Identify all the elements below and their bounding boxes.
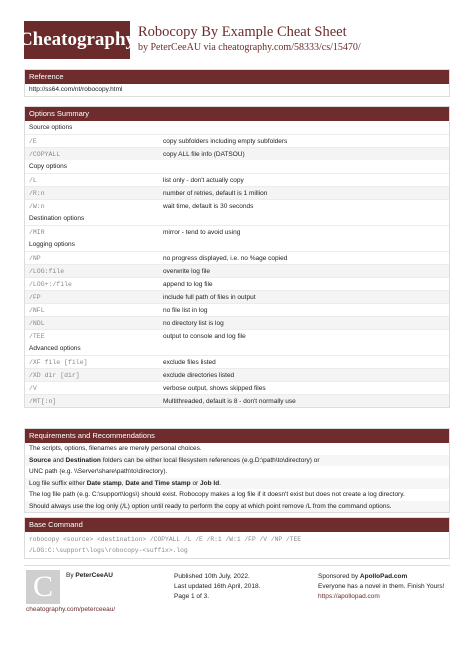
option-row bbox=[25, 316, 449, 329]
option-row bbox=[25, 290, 449, 303]
reference-link[interactable]: http://ss64.com/nt/robocopy.html bbox=[29, 86, 123, 93]
option-row bbox=[25, 355, 449, 368]
req-text: folders can be either local filesystem references (e.g.D:\path\to\directory) or bbox=[100, 456, 320, 464]
req-line bbox=[25, 478, 449, 490]
options-subheading: Destination options bbox=[29, 215, 85, 222]
options-subheading: Logging options bbox=[29, 241, 75, 248]
option-row bbox=[25, 134, 449, 147]
option-description: no directory list is log bbox=[163, 320, 224, 327]
option-description: append to log file bbox=[163, 281, 213, 288]
option-description: Multithreaded, default is 8 - don't normally use bbox=[163, 398, 296, 405]
sponsor-text: Everyone has a novel in them. Finish Yours! bbox=[318, 583, 445, 590]
footer-by-prefix: By bbox=[66, 572, 76, 579]
option-row bbox=[25, 368, 449, 381]
options-subheading: Copy options bbox=[29, 163, 67, 170]
option-switch: /V bbox=[29, 385, 37, 392]
req-text: , bbox=[121, 479, 126, 487]
req-bold: Date stamp bbox=[86, 479, 122, 487]
footer-sponsor bbox=[318, 572, 448, 602]
updated-date: Last updated 16th April, 2018. bbox=[174, 583, 261, 590]
page-title: Robocopy By Example Cheat Sheet bbox=[138, 24, 347, 40]
footer-divider bbox=[24, 565, 450, 566]
option-switch: /NP bbox=[29, 255, 41, 262]
option-switch: /W:n bbox=[29, 203, 45, 210]
options-section bbox=[24, 106, 450, 408]
req-bold: Job Id bbox=[200, 479, 220, 487]
option-switch: /NDL bbox=[29, 320, 45, 327]
option-row bbox=[25, 251, 449, 264]
option-row bbox=[25, 173, 449, 186]
options-subheading: Source options bbox=[29, 124, 73, 131]
option-description: mirror - tend to avoid using bbox=[163, 229, 241, 236]
req-bold: Destination bbox=[65, 456, 101, 464]
req-line: The scripts, options, filenames are merely personal choices. bbox=[29, 445, 202, 452]
base-command-heading: Base Command bbox=[25, 518, 449, 532]
byline-via: via bbox=[201, 42, 219, 53]
option-switch: /R:n bbox=[29, 190, 45, 197]
sponsor-name[interactable]: ApolloPad.com bbox=[359, 573, 408, 580]
base-command-section bbox=[24, 517, 450, 559]
req-line: UNC path (e.g. \\Server\share\path\to\directory). bbox=[29, 468, 168, 475]
option-row bbox=[25, 277, 449, 290]
option-row bbox=[25, 199, 449, 212]
option-description: exclude files listed bbox=[163, 359, 216, 366]
option-row bbox=[25, 225, 449, 238]
footer-publish-info bbox=[174, 572, 260, 602]
author-link[interactable]: PeterCeeAU bbox=[150, 42, 202, 53]
option-description: copy ALL file info (DATSOU) bbox=[163, 151, 245, 158]
command-line: robocopy <source> <destination> /COPYALL /L /E /R:1 /W:1 /FP /V /NP /TEE bbox=[29, 536, 302, 543]
option-row bbox=[25, 264, 449, 277]
req-line: Should always use the log only (/L) option until ready to perform the copy at which point remove /L from the command options. bbox=[25, 501, 449, 513]
option-description: number of retries, default is 1 million bbox=[163, 190, 268, 197]
footer-author-name[interactable]: PeterCeeAU bbox=[75, 572, 113, 579]
option-switch: /FP bbox=[29, 294, 41, 301]
requirements-body bbox=[25, 443, 449, 512]
requirements-heading: Requirements and Recommendations bbox=[25, 429, 449, 443]
option-switch: /XD dir [dir] bbox=[29, 372, 80, 379]
option-description: no progress displayed, i.e. no %age copied bbox=[163, 255, 288, 262]
footer-author bbox=[66, 572, 113, 579]
sheet-url-link[interactable]: cheatography.com/58333/cs/15470/ bbox=[218, 42, 361, 53]
published-date: Published 10th July, 2022. bbox=[174, 573, 250, 580]
option-row bbox=[25, 147, 449, 160]
avatar-letter: C bbox=[32, 570, 53, 603]
req-text: . bbox=[219, 479, 221, 487]
option-switch: /E bbox=[29, 138, 37, 145]
option-description: no file list in log bbox=[163, 307, 208, 314]
req-line bbox=[25, 455, 449, 467]
cheatography-logo[interactable]: Cheatography bbox=[24, 21, 130, 59]
base-command-code bbox=[25, 532, 449, 558]
option-description: wait time, default is 30 seconds bbox=[163, 203, 254, 210]
option-description: output to console and log file bbox=[163, 333, 246, 340]
sponsor-prefix: Sponsored by bbox=[318, 573, 360, 580]
req-text: and bbox=[51, 456, 66, 464]
option-description: include full path of files in output bbox=[163, 294, 256, 301]
sponsor-url[interactable]: https://apollopad.com bbox=[318, 593, 380, 600]
option-row bbox=[25, 394, 449, 407]
option-row bbox=[25, 303, 449, 316]
reference-heading: Reference bbox=[25, 70, 449, 84]
option-switch: /LOG+:/file bbox=[29, 281, 72, 288]
option-switch: /NFL bbox=[29, 307, 45, 314]
option-switch: /L bbox=[29, 177, 37, 184]
option-description: copy subfolders including empty subfolders bbox=[163, 138, 288, 145]
option-switch: /LOG:file bbox=[29, 268, 65, 275]
option-description: overwrite log file bbox=[163, 268, 210, 275]
reference-section bbox=[24, 69, 450, 97]
sponsor-line bbox=[318, 572, 448, 582]
req-text: or bbox=[190, 479, 201, 487]
command-line: /LOG:C:\support\logs\robocopy-<suffix>.log bbox=[29, 547, 188, 554]
option-switch: /MT[:n] bbox=[29, 398, 57, 405]
option-row bbox=[25, 381, 449, 394]
requirements-section bbox=[24, 428, 450, 513]
option-switch: /COPYALL bbox=[29, 151, 61, 158]
options-subheading: Advanced options bbox=[29, 345, 81, 352]
page-count: Page 1 of 3. bbox=[174, 593, 210, 600]
options-table bbox=[25, 121, 449, 407]
req-text: Log file suffix either bbox=[29, 479, 87, 487]
option-row bbox=[25, 186, 449, 199]
option-switch: /MIR bbox=[29, 229, 45, 236]
req-bold: Source bbox=[29, 456, 52, 464]
option-switch: /TEE bbox=[29, 333, 45, 340]
option-description: exclude directories listed bbox=[163, 372, 235, 379]
byline-prefix: by bbox=[138, 42, 151, 53]
option-description: verbose output, shows skipped files bbox=[163, 385, 266, 392]
options-heading: Options Summary bbox=[25, 107, 449, 121]
req-bold: Date and Time stamp bbox=[125, 479, 191, 487]
option-description: list only - don't actually copy bbox=[163, 177, 244, 184]
option-row bbox=[25, 329, 449, 342]
byline bbox=[138, 42, 361, 53]
option-switch: /XF file [file] bbox=[29, 359, 88, 366]
req-line: The log file path (e.g. C:\support\logs\) should exist. Robocopy makes a log file if it doesn't exist but does not create a log directory. bbox=[29, 491, 405, 498]
footer-author-url[interactable]: cheatography.com/peterceeau/ bbox=[26, 606, 116, 613]
author-avatar[interactable] bbox=[26, 570, 60, 604]
